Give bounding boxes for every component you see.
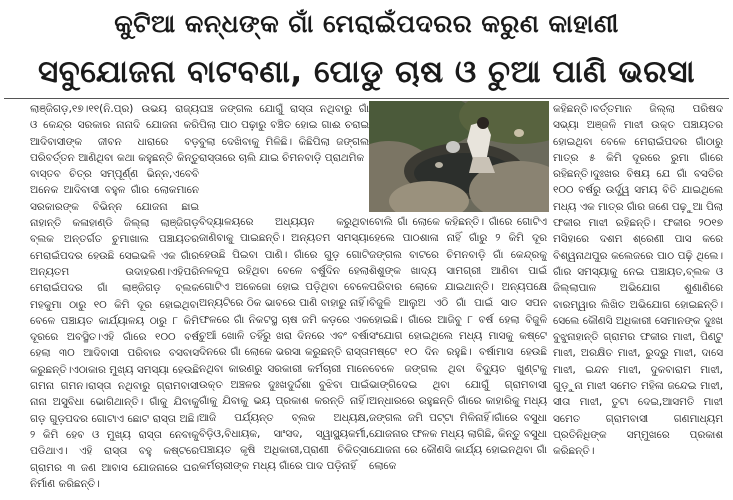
news-photo xyxy=(369,101,549,212)
article-text: ଘଞ୍ଚ ଜଙ୍ଗଲ ଯୋଗୁଁ ରାସ୍ତା ନଥିବାରୁ ଗାଁ ପିଲା ପାଠ ପଢ଼ାରୁ ବଞ୍ଚିତ ହୋଇ ଗାଈ ଚରାଇ ବୁଲା ଦେଖିବାକୁ ମିଳିଛି। କିଛିପିଲା ଜଙ୍ଗଲ ରାସ୍ତାରେ ଚାଲି ଯାଇ ଚିମନବାଡ଼ି ପ୍ରାଥମିକ xyxy=(199,103,369,164)
article-column-1 xyxy=(30,101,199,496)
article-column-2-bottom xyxy=(199,214,369,496)
article-text: କହିଛନ୍ତି।ବର୍ତ୍ତମାନ ଜିଲ୍ଲା ପରିଷଦ ସଭ୍ୟା ଅଞ୍ଜଳି ମାଝୀ ଉକ୍ତ ପଞ୍ଚାୟତର ହୋଇଥିବା ବେଳେ ମେରାଇଁପଦର ଗାଁଠାରୁ ମାତ୍ର ୫ କିମି ଦୂରରେ ରୁମା ଗାଁରେ ରହିଛନ୍ତି।ଦୁଃଖର ବିଷୟ ଯେ ଗାଁ ବସତିର ୧୦୦ ବର୍ଷରୁ ଉର୍ଦ୍ଧ୍ୱ ସମୟ ବିତି ଯାଇଥିଲେ ମଧ୍ୟ ଏକ ମାତ୍ର ଗାଁର ଜଣେ ପଢ଼ୁଆ ପିଲା ଫକୀର ମାଝୀ ରହିଛନ୍ତି। ଫକୀର ୨୦୧୭ ମସିହାରେ ଦଶମ ଶ୍ରେଣୀ ପାସ କରେ ବିଶ୍ୱନାଥପୁର କଲେଜରେ ପାଠ ପଢ଼ି ଥିଲେ।ଗାଁର ସମସ୍ୟାକୁ ନେଇ ପଞ୍ଚାୟତ,ବ୍ଲକ ଓ ଜିଲ୍ଲାପାଳ ଅଭିଯୋଗ ଶୁଣାଣିରେ ବାରମ୍ୱାର ଲିଖିତ ଅଭିଯୋଗ ହୋଇଛନ୍ତି।ସେଲେ କୌଣସି ଅଧିକାରୀ ସେମାନଙ୍କ ଦୁଃଖ ବୁଝୁନାହାନ୍ତି ଗ୍ରାମର ଫକୀର ମାଝୀ, ପିଣ୍ଟୁ ମାଝୀ, ଅରକ୍ଷିତ ମାଝୀ, ରୁଦ୍ରୁ ମାଝୀ, ଦାସେ ମାଝୀ, ଇନ୍ଦନ ମାଝୀ, ଦୁକବାରାମ ମାଝୀ, ଗୁଡ଼ୁନା ମାଝୀ ସମେତ ମହିଳା ଜନ୍ଦେଇ ମାଝୀ, ସୀତା ମାଝୀ, ତୁଟା ଦେଇ,ଆସମତି ମାଝୀ ସମେତ ଗ୍ରାମବାସୀ ଗଣମାଧ୍ୟମ ପ୍ରତିନିଧିଙ୍କ ସମ୍ମୁଖରେ ପ୍ରକାଶ କରିଛନ୍ତି। xyxy=(553,103,723,458)
article-column-3 xyxy=(369,214,547,496)
article-text: ଲାଞ୍ଜିଗଡ଼,୧୭।୧୧(ନି.ପ୍ର) ଉଭୟ ରାଜ୍ୟ ଓ କେନ୍ଦ୍ର ସରକାର ନାନାଦି ଯୋଜନା କରି ଆଦିବାସୀଙ୍କ ଜୀବନ ଧାରାରେ ବଡ଼ ପରିବର୍ତ୍ତନ ଆଣିଥିବା କଥା କହୁଛନ୍ତି କିନ୍ତୁ ବାସ୍ତବ ଚିତ୍ର ସମ୍ପୂର୍ଣ୍ଣ ଭିନ୍ନ,ଏବେବି ଅନେକ ଆଦିବାସୀ ବହୁଳ ଗାଁର ଲୋକମାନେ ସରକାରଙ୍କ ବିଭିନ୍ନ ଯୋଜନା ଛାଇ ନାହାନ୍ତି କଳାହାଣ୍ଡି ଜିଲ୍ଲା ଲାଞ୍ଜିଗଡ଼ ବ୍ଲକ ଅନ୍ତର୍ଗତ ଚୁମାଖାଲ ପଞ୍ଚାୟତର ମେରାଇଁପଦର ହେଉଛି ସେଇଭଳି ଏକ ଗାଁର ଅନ୍ୟତମ ଉଦାହରଣ।ଏହିପରି ମେରାଇଁପଦର ଗାଁ ଲାଞ୍ଜିଗଡ଼ ବ୍ଲକ ମହକୁମା ଠାରୁ ୧୦ କିମି ଦୂର ହୋଇଥିବା ବେଳେ ପଞ୍ଚାୟତ କାର୍ଯ୍ୟାଳୟ ଠାରୁ ୮ କିମି ଦୂରରେ ଅବସ୍ଥିତ।ଏହି ଗାଁରେ ୧୦୦ ବର୍ଷ ହେଲା ୩୦ ଆଦିବାସୀ ପରିବାର ବସବାସ କରୁଛନ୍ତି।ଏଠାକାର ମୁଖ୍ୟ ସମସ୍ୟା ହେଉଛି ଗମନା ଗମନ।ରାସ୍ତା ନଥିବାରୁ ଗ୍ରାମବାସୀ ନାନା ଅସୁବିଧା ଭୋଗିଥାନ୍ତି। ଗାଁକୁ ଯିବାକୁ ଗଡ଼ ଗୁଡ଼ପଦର ଗୋଟାଏ ଛୋଟ ରାସ୍ତା ଅଛି। ୨ କିମି ହେବ ଓ ମୁଖ୍ୟ ରାସ୍ତା ନେବାକୁ ପଡିଥାଏ। ଏହି ରାସ୍ତା ବହୁ କଷ୍ଟରେ ଗ୍ରାମର ୩ ଜଣ ଆବାସ ଯୋଜନାରେ ଘର ନିର୍ମାଣ କରିଛନ୍ତି। xyxy=(30,103,199,490)
photo-woman-at-water-hole xyxy=(369,101,549,212)
headline-kicker: କୁଟିଆ କନ୍ଧଙ୍କ ଗାଁ ମେରାଇଁପଦରର କରୁଣ କାହାଣୀ xyxy=(114,9,619,38)
headline-divider xyxy=(4,98,729,99)
article-text: ବିଦ୍ୟାଳୟରେ ଅଧ୍ୟୟନ କରୁଥିବା ଜାଣିବାକୁ ପାଇଛନ୍ତି। ଅନ୍ୟତମ ସମସ୍ୟା ହେଉଛି ପିଇବା ପାଣି। ଗାଁରେ ଗୁଡ଼ ଗୋଟି ନଳକୂପ ରହିଥିବା ବେଳେ ବର୍ଷୁଦିନ ହେଲା ଗୋଟିଏ ଅକେଜୋ ହୋଇ ପଡ଼ିଥିବା ବେଳେ ଅନ୍ୟଟିରେ ଠିକ ଭାବରେ ପାଣି ବାହାରୁ ନାହିଁ। ଫଳରେ ଗାଁ ନିକଟସ୍ଥ ଚାଷ ଜମି କଡ଼ରେ ଏକ ଚୁଆଁ ଖୋଳି ତହିଁରୁ ଖରା ଦିନରେ ଏବଂ ବର୍ଷା ଦିନରେ ଗାଁ ଲୋକେ ଭରସା କରୁଛନ୍ତି ରାସ୍ତା ନଥିବା କାରଣରୁ ସରକାରୀ କର୍ମଚାରୀ ମାନେ ଉକ୍ତ ଅଞ୍ଚଳର ଦୁଃଖଦୁର୍ଦ୍ଦଶା ବୁଝିବା ପାଇଁ ଗାଁକୁ ଯିବାକୁ ଭୟ ପ୍ରକାଶ କରନ୍ତି ନାହିଁ। ଆଜି ପର୍ଯ୍ୟନ୍ତ ବ୍ଲକ ଅଧ୍ୟକ୍ଷ, ବିଡ଼ିଓ,ବିଧାୟକ, ସାଂସଦ, ସ୍ୱାସ୍ଥ୍ୟକର୍ମୀ, ପଞ୍ଚାୟତ କୃଷି ଅଧିକାରୀ,ପ୍ରାଣୀ ଚିକିତ୍ସା କର୍ମଚାରୀଙ୍କ ମଧ୍ୟ ଗାଁରେ ପାଦ ପଡ଼ିନାହିଁ xyxy=(199,216,369,473)
headline-main: ସବୁଯୋଜନା ବାଟବଣା, ପୋଡୁ ଚାଷ ଓ ଚୁଆ ପାଣି ଭରସା xyxy=(37,54,696,90)
article-column-4 xyxy=(553,101,723,496)
article-column-2-top xyxy=(199,101,369,213)
article-text: ବୋଲି ଗାଁ ଲୋକେ କହିଛନ୍ତି। ଗାଁରେ ଗୋଟିଏ ହେଲେ ପାଠଶାଳା ନାହିଁ ଗାଁରୁ ୨ କିମି ଦୂର ଜଙ୍ଗଲ ବାଟରେ ଚିମନବାଡ଼ି ଗାଁ କେନ୍ଦ୍ରକୁ ଶିଶୁଙ୍କ ଖାଦ୍ୟ ସାମଗ୍ରୀ ଆଣିବା ପାଇଁ ପରିବାର ଲୋକେ ଯାଇଥାନ୍ତି। ଅନ୍ୟପକ୍ଷେ ବିଜୁଳି ଆଲୁଅ ଏଠି ଗାଁ ପାଇଁ ସାତ ସପନ ହୋଇଛି। ଗାଁରେ ଆଜିବୁ ୮ ବର୍ଷ ହେଲା ବିଜୁଳି ସଂଯୋଗ ହୋଇଥିଲେ ମଧ୍ୟ ମାସକୁ କଷ୍ଟେ ମଷ୍ଟେ ୧୦ ଦିନ ରହୁଛି। ବର୍ଷାମାସ ହେଉଛି ବେଳେ ଜଙ୍ଗଲ ଥିବା ବିଦ୍ୟୁତ ଖୁଣ୍ଟକୁ ଭାଙ୍ଗିଦେଇ ଥିବା ଯୋଗୁଁ ଗ୍ରାମବାସୀ ଅନ୍ଧାରରେ ରହୁଛନ୍ତି ଗାଁରେ କାହାରିକୁ ମଧ୍ୟ ଜଙ୍ଗଲ ଜମି ପଟ୍ଟା ମିଳିନାହିଁ।ଗାଁରେ ବସୁଧା ଯୋଜନାର ଫଳକ ମଧ୍ୟ ଲାଗିଛି, କିନ୍ତୁ ବସୁଧା ଯୋଜନା ରେ କୌଣସି କାର୍ଯ୍ୟ ହୋଇନଥିବା ଗାଁ ଲୋକେ xyxy=(369,216,547,473)
